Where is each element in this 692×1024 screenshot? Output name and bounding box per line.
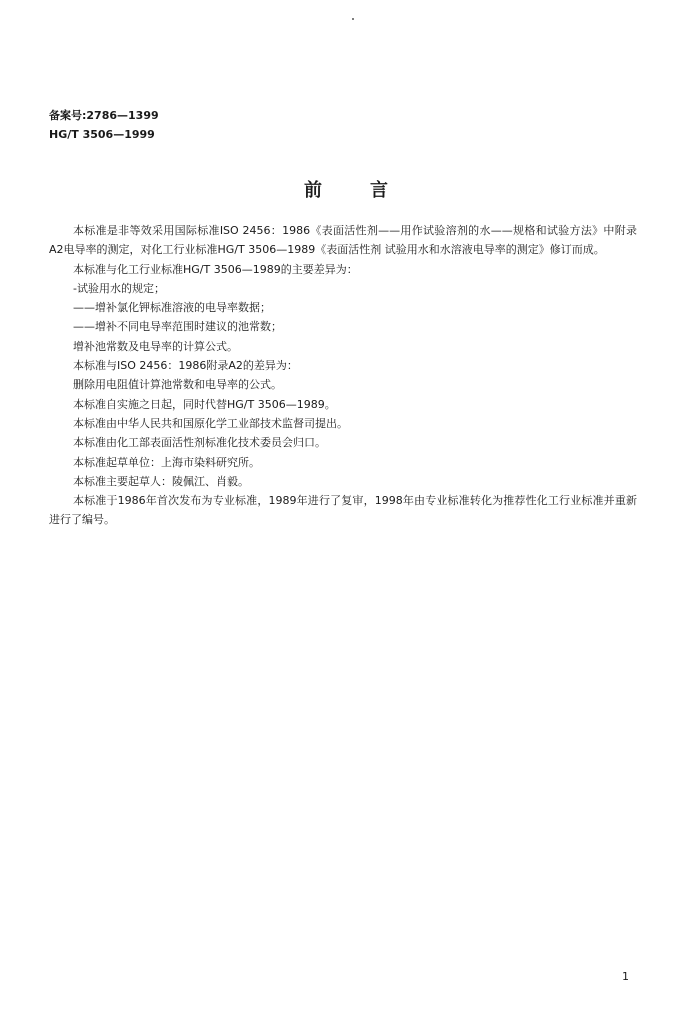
paragraph-drafters: 本标准主要起草人：陵佩江、肖毅。 <box>73 474 249 488</box>
paragraph-diff-iso-item: 删除用电阻值计算池常数和电导率的公式。 <box>73 378 282 392</box>
paragraph-diff-item-4: 增补池常数及电导率的计算公式。 <box>73 339 238 353</box>
paragraph-diff-item-3: ——增补不同电导率范围时建议的池常数； <box>73 320 282 334</box>
paragraph-centralized-by: 本标准由化工部表面活性剂标准化技术委员会归口。 <box>73 436 326 450</box>
paragraph-diff-item-1: -试验用水的规定； <box>73 281 165 295</box>
scan-speck <box>352 18 354 20</box>
paragraph-proposed-by: 本标准由中华人民共和国原化学工业部技术监督司提出。 <box>73 416 348 430</box>
document-header <box>49 106 159 144</box>
paragraph-drafting-unit: 本标准起草单位：上海市染料研究所。 <box>73 455 260 469</box>
paragraph-adoption: 本标准是非等效采用国际标准ISO 2456：1986《表面活性剂——用作试验溶剂的水——规格和试验方法》中附录A2电导率的测定，对化工行业标准HG/T 3506—1989《表面活性剂 试验用水和水溶液电导率的测定》修订而成。 <box>49 224 637 257</box>
standard-code: HG/T 3506—1999 <box>49 128 155 141</box>
paragraph-history: 本标准于1986年首次发布为专业标准，1989年进行了复审，1998年由专业标准转化为推荐性化工行业标准并重新进行了编号。 <box>49 494 637 527</box>
page-title: 前言 <box>304 180 436 201</box>
paragraph-diff-item-2: ——增补氯化钾标准溶液的电导率数据； <box>73 301 271 315</box>
paragraph-diff-hg: 本标准与化工行业标准HG/T 3506—1989的主要差异为： <box>73 262 358 276</box>
page-number: 1 <box>622 970 629 983</box>
record-number: 备案号:2786—1399 <box>49 109 159 122</box>
paragraph-replaces: 本标准自实施之日起，同时代替HG/T 3506—1989。 <box>73 397 336 411</box>
foreword-body <box>49 221 637 530</box>
paragraph-diff-iso: 本标准与ISO 2456：1986附录A2的差异为： <box>73 359 298 373</box>
